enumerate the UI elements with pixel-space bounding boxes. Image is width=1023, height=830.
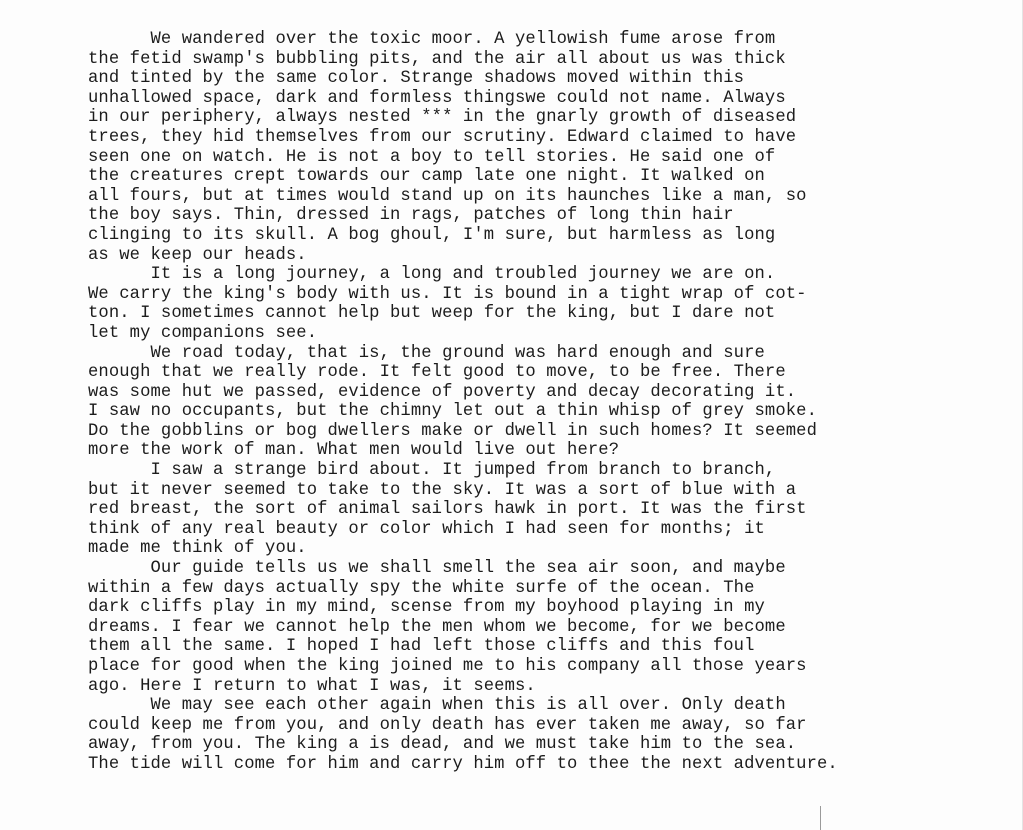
text-line: the boy says. Thin, dressed in rags, patches of long thin hair xyxy=(88,206,734,226)
text-line: could keep me from you, and only death has ever taken me away, so far xyxy=(88,715,807,735)
text-line: enough that we really rode. It felt good to move, to be free. There xyxy=(88,363,786,383)
text-line: We carry the king's body with us. It is bound in a tight wrap of cot- xyxy=(88,284,807,304)
text-line: I saw no occupants, but the chimny let out a thin whisp of grey smoke. xyxy=(88,402,817,422)
text-line: was some hut we passed, evidence of poverty and decay decorating it. xyxy=(88,382,797,402)
text-line: more the work of man. What men would live out here? xyxy=(88,441,620,461)
text-line: think of any real beauty or color which I had seen for months; it xyxy=(88,519,765,539)
text-line: within a few days actually spy the white surfe of the ocean. The xyxy=(88,578,755,598)
text-line: We wandered over the toxic moor. A yellowish fume arose from xyxy=(88,30,776,49)
text-line: dreams. I fear we cannot help the men whom we become, for we become xyxy=(88,617,786,637)
text-line: place for good when the king joined me to his company all those years xyxy=(88,657,807,676)
text-line: We may see each other again when this is all over. Only death xyxy=(88,696,786,716)
text-line: and tinted by the same color. Strange shadows moved within this xyxy=(88,69,745,89)
text-line: let my companions see. xyxy=(88,323,318,343)
text-line: It is a long journey, a long and troubled journey we are on. xyxy=(88,265,776,285)
text-line: away, from you. The king a is dead, and we must take him to the sea. xyxy=(88,735,797,755)
typewritten-text xyxy=(88,30,968,775)
text-line: We road today, that is, the ground was hard enough and sure xyxy=(88,343,765,363)
text-line: all fours, but at times would stand up on its haunches like a man, so xyxy=(88,186,807,206)
text-line: unhallowed space, dark and formless thingswe could not name. Always xyxy=(88,88,786,108)
text-line: but it never seemed to take to the sky. It was a sort of blue with a xyxy=(88,480,797,500)
text-line: red breast, the sort of animal sailors hawk in port. It was the first xyxy=(88,500,807,520)
text-line: seen one on watch. He is not a boy to tell stories. He said one of xyxy=(88,147,776,167)
text-line: as we keep our heads. xyxy=(88,245,307,265)
scan-artifact xyxy=(820,806,821,830)
text-line: made me think of you. xyxy=(88,539,307,559)
text-line: trees, they hid themselves from our scrutiny. Edward claimed to have xyxy=(88,127,797,147)
text-line: the creatures crept towards our camp late one night. It walked on xyxy=(88,167,765,187)
text-line: The tide will come for him and carry him off to thee the next adventure. xyxy=(88,754,838,774)
text-line: ton. I sometimes cannot help but weep for the king, but I dare not xyxy=(88,304,776,324)
text-line: clinging to its skull. A bog ghoul, I'm sure, but harmless as long xyxy=(88,225,776,245)
text-line: I saw a strange bird about. It jumped from branch to branch, xyxy=(88,461,776,481)
text-line: in our periphery, always nested *** in the gnarly growth of diseased xyxy=(88,108,797,128)
text-line: them all the same. I hoped I had left those cliffs and this foul xyxy=(88,637,755,657)
text-line: ago. Here I return to what I was, it seems. xyxy=(88,676,536,696)
text-line: Do the gobblins or bog dwellers make or dwell in such homes? It seemed xyxy=(88,421,817,441)
text-line: dark cliffs play in my mind, scense from my boyhood playing in my xyxy=(88,598,765,618)
text-line: the fetid swamp's bubbling pits, and the air all about us was thick xyxy=(88,49,786,69)
text-line: Our guide tells us we shall smell the sea air soon, and maybe xyxy=(88,559,786,579)
